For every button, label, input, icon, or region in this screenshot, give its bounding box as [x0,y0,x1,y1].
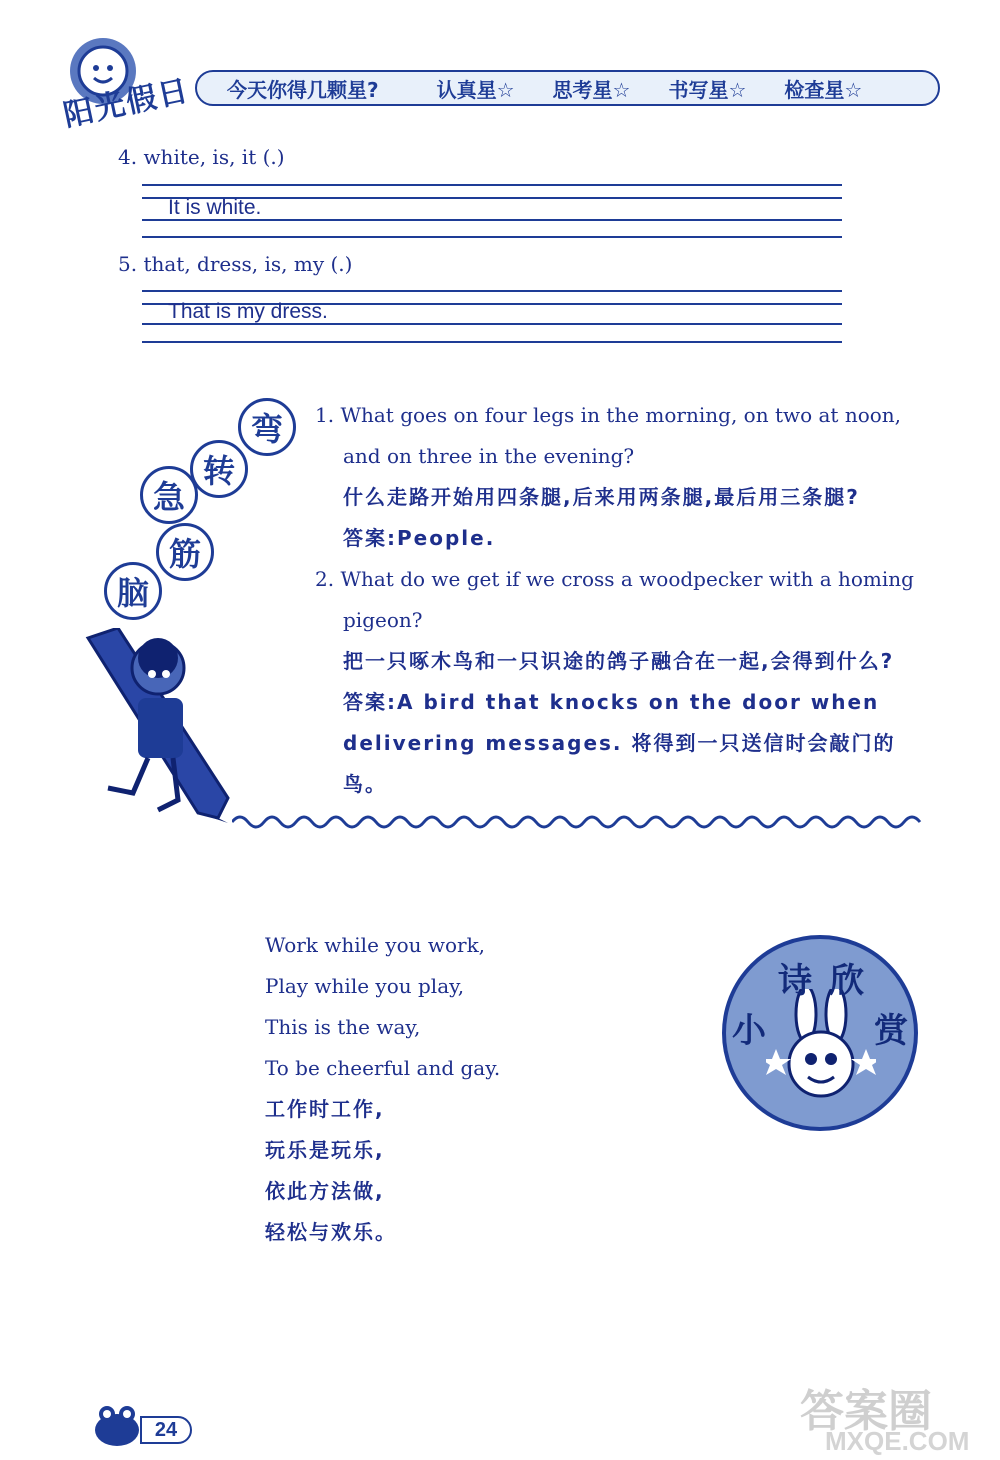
writing-line [142,341,842,343]
frog-icon [92,1400,142,1454]
poem-line-en: Work while you work, [265,933,486,957]
teaser-title-char: 弯 [238,398,296,456]
badge-char: 欣 [830,961,864,1001]
riddle-2-question: 2. What do we get if we cross a woodpecker with a homing pigeon? [315,567,914,632]
writing-line [142,184,842,186]
writing-line [142,236,842,238]
star-thinking: 思考星☆ [552,77,631,102]
exercise-5-prompt: 5. that, dress, is, my (.) [118,252,353,276]
badge-char: 诗 [778,961,812,1001]
logo-title: 阳光假日 [60,72,193,134]
poem-line-zh: 工作时工作, [265,1097,385,1121]
riddle-1-answer: 答案:People. [343,526,496,550]
watermark-logo: 答案圈 [800,1386,932,1437]
poem-line-zh: 玩乐是玩乐, [265,1138,385,1162]
teaser-title-char: 筋 [156,523,214,581]
poem-line-en: This is the way, [265,1015,421,1039]
riddle-1-chinese: 什么走路开始用四条腿,后来用两条腿,最后用三条腿? [343,485,860,509]
star-earnest: 认真星☆ [436,77,515,102]
poem-appreciation-badge [722,935,918,1131]
poem [265,925,500,1253]
rabbit-mascot-icon [766,989,876,1119]
star-banner [195,70,940,106]
teaser-title-char: 脑 [104,562,162,620]
banner-question: 今天你得几颗星? [227,77,379,102]
exercise-4-answer: It is white. [168,196,262,219]
teaser-title-char: 急 [140,466,198,524]
riddle-1-question: 1. What goes on four legs in the morning, on two at noon, and on three in the evening? [315,403,902,468]
poem-line-zh: 依此方法做, [265,1179,385,1203]
badge-char: 赏 [874,1011,908,1051]
watermark-url: MXQE.COM [825,1426,970,1456]
exercise-5-answer: That is my dress. [168,300,328,323]
page-number: 24 [140,1416,192,1444]
riddle-section [315,395,930,805]
star-checking: 检查星☆ [784,77,863,102]
poem-line-en: Play while you play, [265,974,465,998]
star-writing: 书写星☆ [668,77,747,102]
poem-line-en: To be cheerful and gay. [265,1056,501,1080]
kid-with-pencil-illustration [78,628,243,827]
exercise-4-prompt: 4. white, is, it (.) [118,145,285,169]
wavy-divider [232,812,932,836]
riddle-2-chinese: 把一只啄木鸟和一只识途的鸽子融合在一起,会得到什么? [343,649,895,673]
teaser-title-char: 转 [190,440,248,498]
writing-line [142,290,842,292]
poem-line-zh: 轻松与欢乐。 [265,1220,397,1244]
badge-char: 小 [732,1011,766,1051]
riddle-2-answer: 答案:A bird that knocks on the door when delivering messages. 将得到一只送信时会敲门的鸟。 [343,690,896,796]
